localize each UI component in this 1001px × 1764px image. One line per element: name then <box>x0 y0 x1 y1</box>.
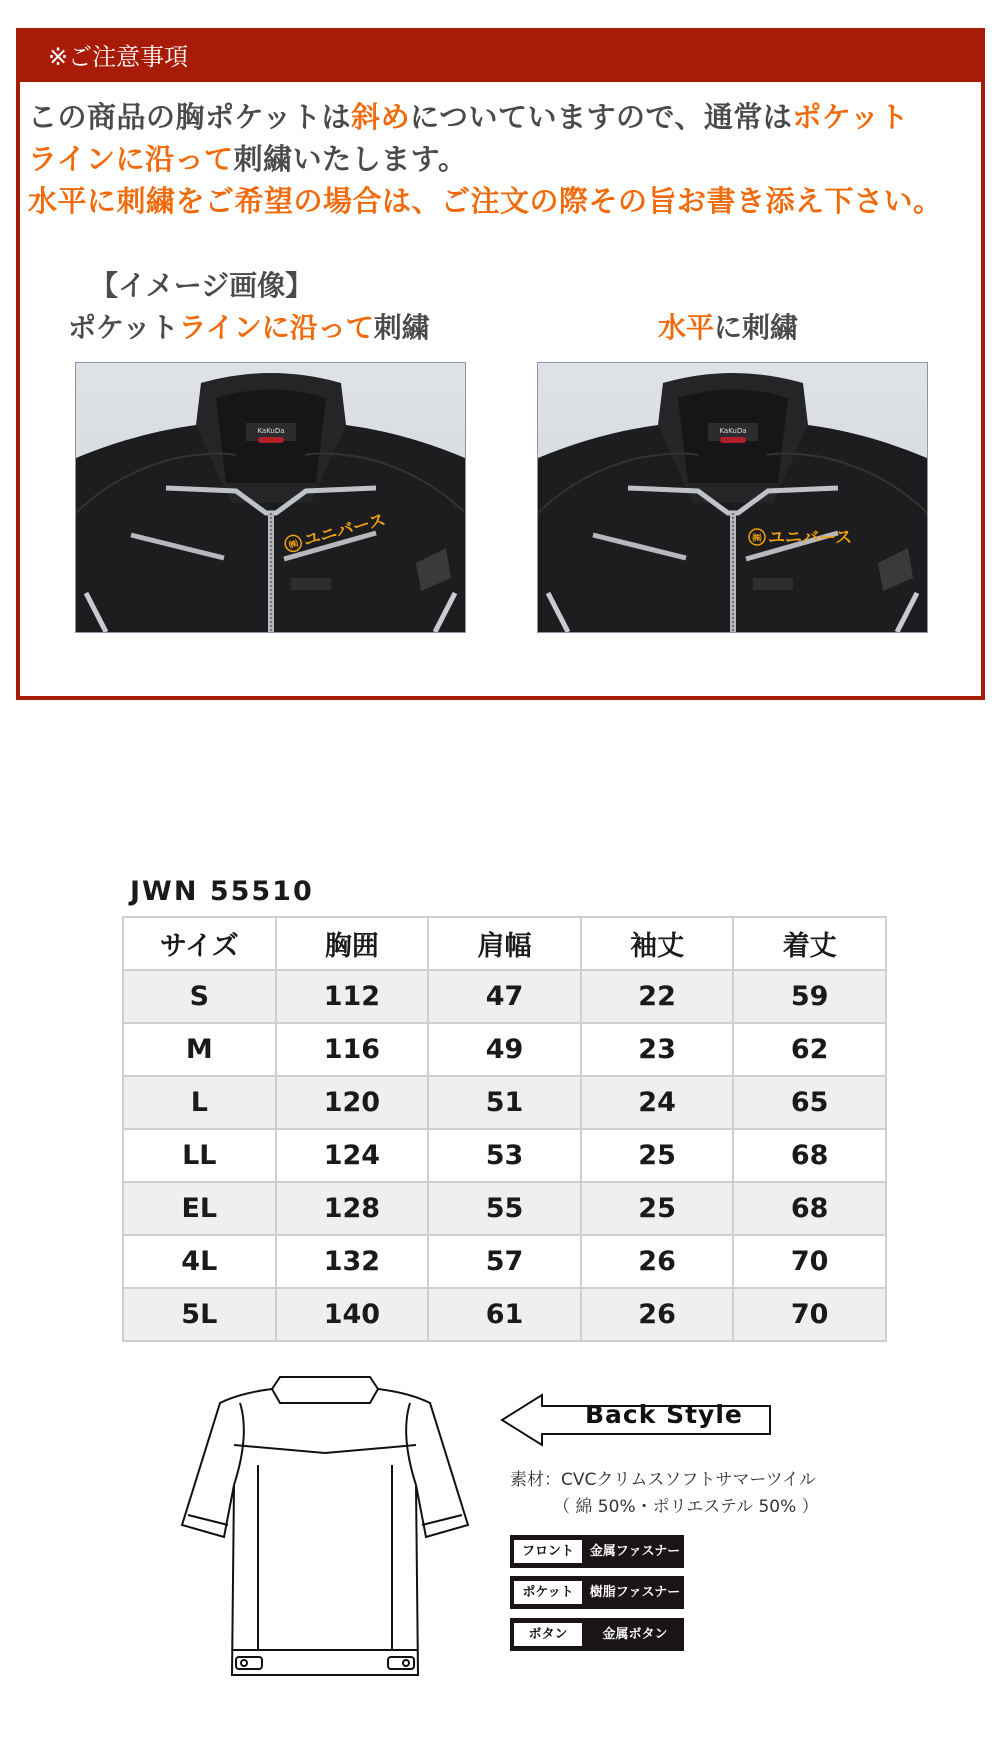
table-cell: EL <box>123 1182 276 1235</box>
header-sleeve: 袖丈 <box>581 917 734 970</box>
jacket-photo-slanted <box>75 362 466 633</box>
back-style-label: Back Style <box>585 1400 743 1429</box>
table-cell: LL <box>123 1129 276 1182</box>
embroidery-text: ユニバース <box>768 528 853 548</box>
spec-value: 金属ファスナー <box>589 1544 681 1559</box>
table-cell: 62 <box>733 1023 886 1076</box>
table-cell: 26 <box>581 1288 734 1341</box>
table-row <box>123 970 886 1023</box>
jacket-back-drawing <box>180 1375 470 1695</box>
table-row <box>123 1235 886 1288</box>
header-shoulder: 肩幅 <box>428 917 581 970</box>
table-cell: S <box>123 970 276 1023</box>
table-cell: 124 <box>276 1129 429 1182</box>
table-cell: 5L <box>123 1288 276 1341</box>
table-cell: 112 <box>276 970 429 1023</box>
brand-label: KaKuDa <box>719 427 747 435</box>
table-row <box>123 1076 886 1129</box>
caption-part: ポケット <box>68 311 179 344</box>
caption-highlight: ラインに沿って <box>178 311 374 344</box>
spec-key: ボタン <box>514 1623 582 1646</box>
table-cell: 68 <box>733 1129 886 1182</box>
table-cell: 47 <box>428 970 581 1023</box>
table-cell: L <box>123 1076 276 1129</box>
table-cell: 53 <box>428 1129 581 1182</box>
notice-heading: ※ご注意事項 <box>20 32 981 82</box>
table-row <box>123 1023 886 1076</box>
table-cell: 24 <box>581 1076 734 1129</box>
table-cell: 26 <box>581 1235 734 1288</box>
table-row <box>123 1129 886 1182</box>
table-cell: 65 <box>733 1076 886 1129</box>
material-text: 素材：CVCクリムスソフトサマーツイル <box>510 1470 816 1490</box>
table-cell: 25 <box>581 1129 734 1182</box>
header-size: サイズ <box>123 917 276 970</box>
notice-line-2 <box>28 138 983 180</box>
table-cell: 132 <box>276 1235 429 1288</box>
table-cell: 128 <box>276 1182 429 1235</box>
notice-box <box>16 28 985 700</box>
table-cell: 70 <box>733 1288 886 1341</box>
table-cell: 51 <box>428 1076 581 1129</box>
table-row <box>123 1182 886 1235</box>
model-number: JWN 55510 <box>130 876 314 907</box>
left-photo-caption <box>68 306 430 346</box>
table-cell: 49 <box>428 1023 581 1076</box>
brand-label: KaKuDa <box>257 427 285 435</box>
image-caption: 【イメージ画像】 <box>90 269 314 302</box>
spec-key: ポケット <box>514 1581 582 1604</box>
size-table <box>122 916 887 1342</box>
spec-key: フロント <box>514 1540 582 1563</box>
table-cell: 25 <box>581 1182 734 1235</box>
table-cell: 22 <box>581 970 734 1023</box>
table-cell: 59 <box>733 970 886 1023</box>
spec-badge-front <box>510 1535 684 1568</box>
table-cell: 4L <box>123 1235 276 1288</box>
table-cell: 120 <box>276 1076 429 1129</box>
table-row <box>123 1288 886 1341</box>
header-chest: 胸囲 <box>276 917 429 970</box>
notice-line1-highlight: ポケット <box>792 100 909 134</box>
table-cell: 55 <box>428 1182 581 1235</box>
embroidery-mark: ㈱ <box>288 539 300 552</box>
table-cell: 140 <box>276 1288 429 1341</box>
table-cell: 57 <box>428 1235 581 1288</box>
material-composition: （ 綿 50%・ポリエステル 50% ） <box>553 1497 819 1517</box>
jacket-photo-horizontal <box>537 362 928 633</box>
notice-text <box>28 96 983 222</box>
header-length: 着丈 <box>733 917 886 970</box>
notice-line2-part: 刺繍いたします。 <box>233 142 468 176</box>
notice-line1-part: この商品の胸ポケットは <box>28 100 352 134</box>
spec-value: 金属ボタン <box>602 1627 668 1642</box>
table-cell: 116 <box>276 1023 429 1076</box>
notice-line-3: 水平に刺繍をご希望の場合は、ご注文の際その旨お書き添え下さい。 <box>28 184 943 218</box>
caption-part: 刺繍 <box>373 311 430 344</box>
caption-part: に刺繍 <box>714 311 799 344</box>
notice-line1-part: についていますので、通常は <box>410 100 793 134</box>
table-cell: M <box>123 1023 276 1076</box>
right-photo-caption <box>658 306 798 346</box>
caption-highlight: 水平 <box>658 311 715 344</box>
embroidery-mark: ㈱ <box>752 534 762 544</box>
spec-badge-pocket <box>510 1576 684 1609</box>
table-cell: 68 <box>733 1182 886 1235</box>
table-cell: 61 <box>428 1288 581 1341</box>
notice-line-1 <box>28 96 983 138</box>
notice-line2-highlight: ラインに沿って <box>28 142 234 176</box>
table-cell: 70 <box>733 1235 886 1288</box>
table-cell: 23 <box>581 1023 734 1076</box>
spec-badge-button <box>510 1618 684 1651</box>
size-table-header <box>123 917 886 970</box>
notice-line1-highlight: 斜め <box>351 100 411 134</box>
embroidery-text: ユニバース <box>301 510 388 552</box>
spec-value: 樹脂ファスナー <box>589 1585 681 1600</box>
